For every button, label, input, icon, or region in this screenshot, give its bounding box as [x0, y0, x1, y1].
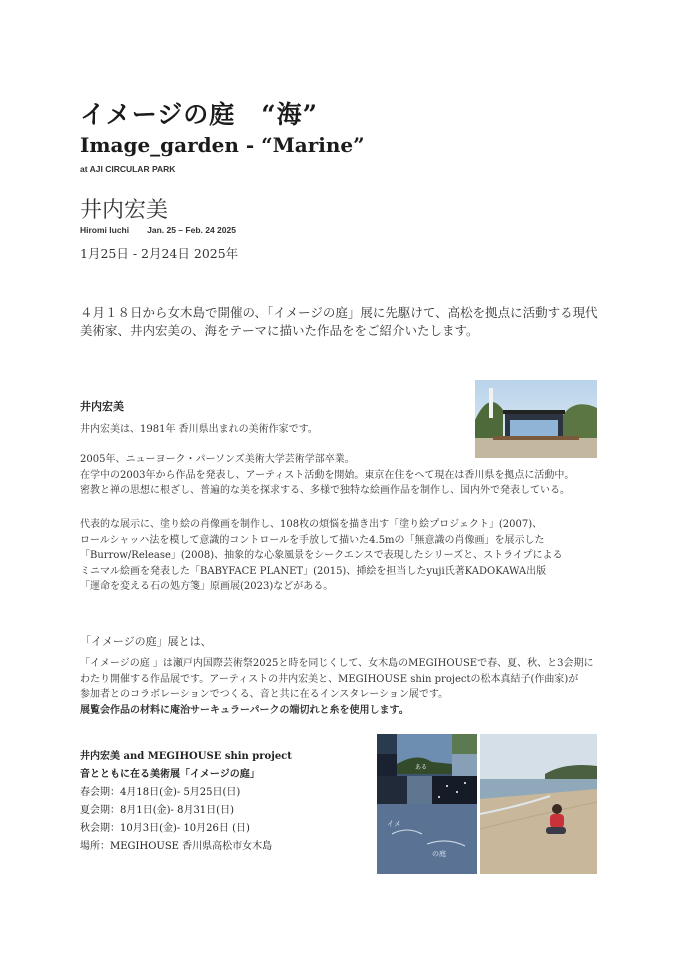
bio-paragraph-1: 井内宏美は、1981年 香川県出まれの美術作家です。	[80, 424, 318, 435]
event-title-1: 井内宏美 and MEGIHOUSE shin project	[80, 751, 292, 762]
bio-line: 「運命を変える石の処方箋」原画展(2023)などがある。	[80, 581, 334, 592]
bio-line: 在学中の2003年から作品を発表し、アーティスト活動を開始。東京在住をへて現在は香川県を拠点に活動中。	[80, 469, 575, 481]
bio-heading: 井内宏美	[80, 400, 124, 413]
poster-text-3: の庭	[432, 850, 446, 858]
garden-line: 「イメージの庭 」は瀬戸内国際芸術祭2025と時を同じくして、女木島のMEGIHOUSEで春、夏、秋、と3会期に	[80, 658, 594, 669]
poster-image	[377, 734, 477, 874]
bio-line: ロールシャッハ法を模して意識的コントロールを手放して描いた4.5mの「無意識の肖像画」を展示した	[80, 534, 545, 546]
bio-line: 2005年、ニューヨーク・パーソンズ美術大学芸術学部卒業。	[80, 454, 355, 465]
garden-line: 参加者とのコラボレーションでつくる、音と共に在るインスタレーション展です。	[80, 689, 449, 700]
artist-name-line	[80, 225, 236, 235]
intro-paragraph: ４月１８日から女木島で開催の、「イメージの庭」展に先駆けて、高松を拠点に活動する現代美術家、井内宏美の、海をテーマに描いた作品ををご紹介いたします。	[80, 305, 598, 338]
poster-text-2: イメ	[387, 820, 401, 828]
exhibition-title-jp: イメージの庭 “海”	[80, 100, 319, 129]
artist-name-jp: 井内宏美	[80, 198, 169, 223]
event-title-2: 音とともに在る美術展「イメージの庭」	[80, 769, 260, 780]
bio-line: 密教と禅の思想に根ざし、普遍的な美を探求する、多様で独特な絵画作品を制作し、国内外で発表している。	[80, 485, 570, 496]
artist-name-en: Hiromi Iuchi	[80, 225, 130, 235]
event-summer: 夏会期：8月1日(金)- 8月31日(日)	[80, 805, 234, 816]
garden-line: わたり開催する作品展です。アーティストの井内宏美と、MEGIHOUSE shin projectの松本真結子(作曲家)が	[80, 673, 579, 685]
bio-line: 「Burrow/Release」(2008)、抽象的な心象風景をシークエンスで表現したシリーズと、ストライプによる	[80, 550, 563, 561]
garden-line: 展覧会作品の材料に庵治サーキュラーパークの端切れと糸を使用します。	[80, 704, 409, 716]
exhibition-dates-jp: 1月25日 - 2月24日 2025年	[80, 246, 239, 261]
poster-text-1: ある	[415, 764, 428, 771]
garden-paragraph	[80, 656, 610, 718]
exhibition-dates-en: Jan. 25 – Feb. 24 2025	[147, 225, 236, 235]
beach-photo	[480, 734, 597, 874]
event-autumn: 秋会期：10月3日(金)- 10月26日 (日)	[80, 823, 250, 834]
stage-photo	[475, 380, 597, 458]
exhibition-title-en: Image_garden - “Marine”	[80, 133, 365, 157]
bio-paragraph-3	[80, 517, 610, 595]
event-place: 場所：MEGIHOUSE 香川県高松市女木島	[80, 841, 273, 852]
event-info	[80, 748, 292, 856]
bio-paragraph-2	[80, 452, 610, 499]
garden-heading: 「イメージの庭」展とは、	[80, 635, 212, 648]
event-spring: 春会期：4月18日(金)- 5月25日(日)	[80, 787, 241, 798]
bio-line: ミニマル絵画を発表した「BABYFACE PLANET」(2015)、挿絵を担当したyuji氏著KADOKAWA出版	[80, 565, 547, 577]
bio-line: 代表的な展示に、塗り絵の肖像画を制作し、108枚の煩悩を描き出す「塗り絵プロジェクト」(2007)、	[80, 519, 543, 530]
venue-label: at AJI CIRCULAR PARK	[80, 164, 176, 174]
